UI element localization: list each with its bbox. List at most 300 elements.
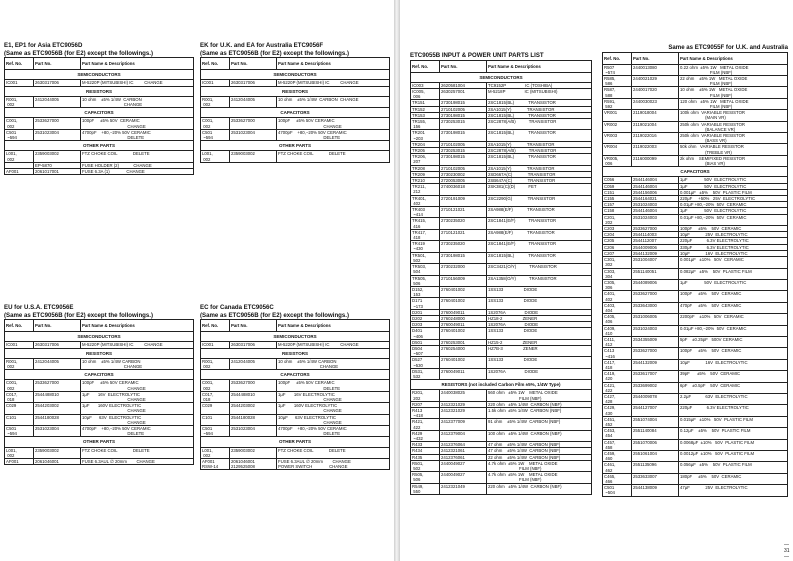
part-no: 2630257001 [440, 89, 487, 100]
table-row [411, 328, 592, 339]
table-row [411, 89, 592, 100]
table-row [603, 279, 788, 290]
header-row [201, 58, 390, 70]
table-row [603, 473, 788, 484]
ref-no: C017, 018 [5, 391, 34, 402]
table-row [201, 129, 390, 140]
ref-no: TR419 ~430 [411, 241, 440, 252]
part-no: 2412321029 [440, 401, 487, 407]
ref-no: C101 [201, 414, 230, 425]
description: 2SA1015(Y) TRANSISTOR [487, 106, 592, 112]
table-row [201, 380, 390, 391]
ref-no: C151 [603, 189, 632, 195]
ref-no: C465, 466 [603, 473, 632, 484]
block-subtitle: (Same as ETC9056B (for E2) except the followings.) [200, 311, 349, 319]
ref-no: C501 ~594 [201, 426, 230, 437]
description: M-5220P (MITSUBISHI) IC CHANGE [277, 80, 390, 86]
table-row [411, 430, 592, 441]
table-row [603, 268, 788, 279]
part-no: 2544138009 [632, 485, 679, 496]
ref-no: C204 [603, 232, 632, 238]
ref-no: R507 ~574 [603, 64, 632, 75]
description: 0.001μF ±5% 50V PLASTIC FILM [679, 189, 788, 195]
part-no: 2440013080 [632, 64, 679, 75]
table-row [603, 257, 788, 268]
part-no: 2544009078 [632, 393, 679, 404]
description: 220μF 6.3V ELECTROLYTIC [679, 238, 788, 244]
part-no: 2630317006 [34, 80, 81, 86]
ref-no: TR501, 502 [411, 252, 440, 263]
table-row [603, 393, 788, 404]
part-no: 2533627000 [230, 380, 277, 391]
description: 2SC3421(O/Y) TRANSISTOR [487, 264, 592, 275]
part-no: 2412044005 [34, 96, 81, 107]
ref-no: TR210 [411, 178, 440, 184]
header-row [201, 320, 390, 332]
ref-no: C101 [5, 414, 34, 425]
table-row [5, 118, 194, 129]
part-no: 2440021029 [632, 76, 679, 87]
ref-no: R421, 422 [411, 419, 440, 430]
table-row [5, 447, 194, 458]
ref-no: TR201 ~203 [411, 130, 440, 141]
part-no: 2533617007 [632, 371, 679, 382]
col-header-ref: Ref. No. [411, 60, 440, 72]
ref-no: C417, 418 [603, 359, 632, 370]
description: HZ15-2 ZENER [487, 339, 592, 345]
table-row [603, 451, 788, 462]
table-row [5, 414, 194, 425]
table-row [411, 241, 592, 252]
ref-no: C059 [603, 183, 632, 189]
description: 560 ohm ±5% 1W METAL OXIDE FILM (NBF) [487, 390, 592, 401]
description: 2SA1358(O/Y) TRANSISTOR [487, 275, 592, 286]
description: 2SA1015(Y) TRANSISTOR [487, 141, 592, 147]
block-title: EC for Canada ETC9056C [200, 304, 274, 311]
ref-no: IC001 [5, 342, 34, 348]
description: 100k ohm VARIABLE RESISTOR (MAIN VR) [679, 110, 788, 121]
table-row [5, 391, 194, 402]
part-no: EP-5870 [34, 162, 81, 168]
description: M-5220P (MITSUBISHI) IC CHANGE [81, 80, 194, 86]
part-no: 2730198015 [440, 154, 487, 165]
ref-no: VR001 [603, 110, 632, 121]
part-no: 2551061004 [632, 451, 679, 462]
description: 4.7k ohm ±5% 1W METAL OXIDE FILM (NBF) [487, 472, 592, 483]
part-no: 2544132009 [632, 359, 679, 370]
table-row [5, 151, 194, 162]
description: FTZ CHOKE COIL DELETE [277, 151, 390, 162]
block-subtitle: (Same as ETC9056B (for E2) except the followings.) [200, 49, 349, 57]
description: 250k ohm VARIABLE RESISTOR (BALANCE VR) [679, 121, 788, 132]
part-no: 2531024003 [632, 214, 679, 225]
description: 180pF ±5% 50V CERAMIC [679, 473, 788, 484]
part-no: 2720053005 [440, 178, 487, 184]
ref-no: TR206, 207 [411, 154, 440, 165]
ref-no: AF001 [5, 169, 34, 175]
parts-table [4, 319, 194, 465]
description: 2SC2878(A/B) TRANSISTOR [487, 119, 592, 130]
part-no: 2534355009 [632, 336, 679, 347]
description: 0.082μF ±5% 50V PLASTIC FILM [679, 268, 788, 279]
ref-no: VR005, 006 [603, 155, 632, 166]
part-no: 2630317006 [230, 80, 277, 86]
description: 100pF ±5% 50V CERAMIC DELETE [277, 380, 390, 391]
part-no: 2720191009 [440, 195, 487, 206]
table-row [603, 144, 788, 155]
part-no: 2730253015 [440, 119, 487, 130]
description: 1SS133 DIODE [487, 286, 592, 297]
description: M-5220P (MITSUBISHI) IC CHANGE [81, 342, 194, 348]
description: FTZ CHOKE COIL DELETE [81, 447, 194, 458]
ref-no: C421, 422 [603, 382, 632, 393]
description: 120 ohm ±5% 1W METAL OXIDE FILM (NBF) [679, 98, 788, 109]
part-no: 2730235020 [440, 241, 487, 252]
table-row [603, 121, 788, 132]
part-no: 2551070006 [632, 439, 679, 450]
part-no: 2531023004 [230, 426, 277, 437]
part-no: 2119022016 [632, 133, 679, 144]
section-row [5, 348, 194, 358]
table-row [5, 380, 194, 391]
part-no: 2544127007 [632, 405, 679, 416]
description: 1S2076A DIODE [487, 309, 592, 315]
description: 2.2μF 63V ELECTROLYTIC [679, 393, 788, 404]
table-row [603, 428, 788, 439]
table-row [603, 416, 788, 427]
table-row [603, 64, 788, 75]
ref-no: C001, 002 [201, 380, 230, 391]
ref-no: C056 [603, 177, 632, 183]
parts-table [200, 319, 390, 470]
part-no: 2533627000 [230, 118, 277, 129]
ref-no: VR004 [603, 144, 632, 155]
part-no: 2061017001 [34, 169, 81, 175]
block-title: E1, EP1 for Asia ETC9056D [4, 42, 83, 49]
ref-no: R429 ~432 [411, 430, 440, 441]
ref-no: R001, 002 [5, 96, 34, 107]
section-row [201, 437, 390, 447]
part-no: 2412376064 [440, 442, 487, 448]
table-row [411, 368, 592, 379]
description: 1S2076A DIODE [487, 368, 592, 379]
description: 1.5k ohm ±5% 1/4W CARBON (NBF) [487, 407, 592, 418]
ref-no: R201, 202 [411, 390, 440, 401]
table-row [603, 348, 788, 359]
description: 1SS133 DIODE [487, 328, 592, 339]
header-row [5, 58, 194, 70]
table-row [411, 130, 592, 141]
description: 2SC1841(E/F) TRANSISTOR [487, 218, 592, 229]
ref-no: D401 ~406 [411, 328, 440, 339]
part-no: 2630317006 [230, 342, 277, 348]
part-no: 2440030023 [632, 98, 679, 109]
ref-no: TR208 [411, 165, 440, 171]
section-heading: SEMICONDUCTORS [201, 70, 390, 80]
ref-no: C201, 202 [603, 214, 632, 225]
table-row [603, 214, 788, 225]
table-row [5, 403, 194, 414]
ref-no: C001, 002 [5, 118, 34, 129]
part-no: 2440049027 [440, 472, 487, 483]
ref-no: VR002 [603, 121, 632, 132]
part-no: 2760049011 [440, 368, 487, 379]
ref-no: C205 [603, 238, 632, 244]
ref-no: TR204 [411, 141, 440, 147]
ref-no: C413 ~416 [603, 348, 632, 359]
description: 4700pF +80,−20% 50V CERAMIC DELETE [81, 426, 194, 437]
section-heading: CAPACITORS [5, 370, 194, 380]
description: 220 ohm ±5% 1/4W CARBON (NBF) [487, 401, 592, 407]
ref-no: R591, 592 [603, 98, 632, 109]
ref-no: D202 [411, 315, 440, 321]
part-no: 2531023004 [230, 129, 277, 140]
header-row [411, 60, 592, 72]
table-row [5, 426, 194, 437]
section-row [411, 72, 592, 82]
part-no: 2730235020 [440, 218, 487, 229]
part-no: 2544180028 [230, 414, 277, 425]
part-no: 2119021004 [632, 121, 679, 132]
ref-no: TR403 ~414 [411, 207, 440, 218]
ref-no: C029 [201, 403, 230, 414]
description: 100pF ±5% 50V CERAMIC [679, 291, 788, 302]
ref-no: TR205 [411, 148, 440, 154]
description: FUSE 6.3AUL ∅ 20mm CHANGE [81, 459, 194, 465]
description: 4700pF +80,−20% 50V CERAMIC DELETE [277, 129, 390, 140]
page-number: — 31 — [784, 542, 790, 560]
parts-table [602, 52, 788, 497]
table-row [411, 357, 592, 368]
ref-no: C405, 406 [603, 314, 632, 325]
table-row [411, 195, 592, 206]
ref-no: C203 [603, 226, 632, 232]
section-row [5, 86, 194, 96]
description: 1S2076A DIODE [487, 322, 592, 328]
description: 1μF 160V ELECTROLYTIC CHANGE [81, 403, 194, 414]
part-no: 2533643000 [632, 302, 679, 313]
table-row [5, 358, 194, 369]
table-row [603, 485, 788, 496]
part-no: 2533627000 [632, 291, 679, 302]
part-no: 2760401002 [440, 328, 487, 339]
ref-no: L001, 002 [5, 447, 34, 458]
section-row [5, 437, 194, 447]
ref-no: TR155, 156 [411, 119, 440, 130]
part-no: 2730232000 [440, 264, 487, 275]
table-row [5, 459, 194, 465]
section-row [201, 108, 390, 118]
description: 100pF ±5% 50V CERAMIC CHANGE [81, 380, 194, 391]
description: 1μF 50V ELECTROLYTIC [679, 279, 788, 290]
description: 2SC1815(BL) TRANSISTOR [487, 252, 592, 263]
ref-no: R549, 550 [411, 483, 440, 494]
ref-no: R587, 588 [603, 87, 632, 98]
part-no: 2710121021 [440, 207, 487, 218]
part-no: 2359003002 [34, 151, 81, 162]
part-no: 2730253015 [440, 148, 487, 154]
ref-no: C501 ~594 [201, 129, 230, 140]
description: 10 ohm ±5% 1/4W CARBON CHANGE [277, 358, 390, 369]
ref-no: TR401, 402 [411, 195, 440, 206]
section-heading: SEMICONDUCTORS [5, 70, 194, 80]
description: 2SK381(C)(D) FET [487, 184, 592, 195]
part-no: 2740036018 [440, 184, 487, 195]
table-row [201, 391, 390, 402]
part-no: 2359003002 [230, 151, 277, 162]
col-header-description: Part Name & Descriptions [487, 60, 592, 72]
description: 5pF ±0.25pF 500V CERAMIC [679, 336, 788, 347]
table-row [603, 76, 788, 87]
ref-no: C301, 302 [603, 257, 632, 268]
part-no: 2412377009 [440, 419, 487, 430]
part-no: 2533627000 [34, 118, 81, 129]
part-no: 2533627000 [632, 226, 679, 232]
description: 2SC2290(G) TRANSISTOR [487, 195, 592, 206]
ref-no: C501 ~594 [5, 426, 34, 437]
ref-no: VR003 [603, 133, 632, 144]
col-header-description: Part Name & Descriptions [81, 320, 194, 332]
table-row [603, 155, 788, 166]
ref-no: IC001 [5, 80, 34, 86]
part-no: 2544146004 [632, 208, 679, 214]
ref-no: L001, 002 [5, 151, 34, 162]
description: 6pF ±0.5pF 50V CERAMIC [679, 382, 788, 393]
ref-no: C155 [603, 196, 632, 202]
part-no: 2730198015 [440, 130, 487, 141]
ref-no: R433 [411, 442, 440, 448]
section-heading: RESISTORS (not included Carbon Film ±5%, 1/4W Type) [411, 380, 592, 390]
section-heading: SEMICONDUCTORS [5, 332, 194, 342]
description: HZ7B-3 ZENER [487, 345, 592, 356]
part-no: 2359003002 [230, 447, 277, 458]
ref-no: L001, 002 [201, 151, 230, 162]
ref-no: C501 ~594 [5, 129, 34, 140]
description: 220μF 6.3V ELECTROLYTIC [679, 405, 788, 416]
description: 2SA988(E/F) TRANSISTOR [487, 207, 592, 218]
description: 2SD667A(C) TRANSISTOR [487, 171, 592, 177]
ref-no: TR152 [411, 106, 440, 112]
part-no: 2412379004 [440, 430, 487, 441]
part-no: 2760253001 [440, 339, 487, 345]
ref-no: D203 [411, 322, 440, 328]
description: 0.01μF +80,−20% 50V CERAMIC [679, 202, 788, 208]
description: FUSE HOLDER (2) CHANGE [81, 162, 194, 168]
table-row [201, 459, 390, 470]
description: 250k ohm VARIABLE RESISTOR (BASS VR) [679, 133, 788, 144]
table-row [411, 460, 592, 471]
section-row [201, 86, 390, 96]
ref-no: TR153 [411, 112, 440, 118]
table-row [603, 336, 788, 347]
part-no: 2412321061 [440, 448, 487, 454]
table-row [603, 462, 788, 473]
table-row [603, 314, 788, 325]
table-row [411, 275, 592, 286]
ref-no: D171 ~173 [411, 298, 440, 309]
part-no: 2531023004 [34, 426, 81, 437]
section-row [603, 167, 788, 177]
part-no: 2533627000 [632, 348, 679, 359]
part-no: 2544114003 [632, 232, 679, 238]
description: 47μF 25V ELECTROLYTIC [679, 485, 788, 496]
table-row [5, 129, 194, 140]
part-no: 2760049011 [440, 309, 487, 315]
ref-no: D531, 532 [411, 368, 440, 379]
block-title: EU for U.S.A. ETC9056E [4, 304, 74, 311]
header-row [603, 52, 788, 64]
part-no: 2544132009 [632, 250, 679, 256]
table-row [411, 472, 592, 483]
part-no: 2544164021 [632, 196, 679, 202]
part-no: 2533633007 [632, 473, 679, 484]
description: 47 ohm ±5% 1/4W CARBON (NBF) [487, 448, 592, 454]
description: M-5218P IC (MITSUBISHI) [487, 89, 592, 100]
description: 2SC2878(A/B) TRANSISTOR [487, 148, 592, 154]
section-row [5, 108, 194, 118]
description: 0.22 ohm ±5% 1W METAL OXIDE FILM (NBF) [679, 64, 788, 75]
section-row [5, 70, 194, 80]
part-no: 2710102005 [440, 106, 487, 112]
description: 0.0012μF ±10% 50V PLASTIC FILM [679, 451, 788, 462]
part-no: 2760248000 [440, 315, 487, 321]
description: 4700pF +80,−20% 50V CERAMIC DELETE [277, 426, 390, 437]
part-no: 2116000099 [632, 155, 679, 166]
section-heading: CAPACITORS [201, 370, 390, 380]
part-no: 2730198015 [440, 252, 487, 263]
table-row [201, 414, 390, 425]
part-no: 2760401002 [440, 298, 487, 309]
section-row [5, 332, 194, 342]
description: 470pF ±5% 50V CERAMIC [679, 302, 788, 313]
ref-no: R001, 002 [5, 358, 34, 369]
section-heading: CAPACITORS [603, 167, 788, 177]
ref-no: C001, 002 [5, 380, 34, 391]
table-row [411, 419, 592, 430]
description: FTZ CHOKE COIL DELETE [277, 447, 390, 458]
description: 10μF 25V ELECTROLYTIC [679, 232, 788, 238]
ref-no: C411, 412 [603, 336, 632, 347]
col-header-part-no: Part No. [34, 58, 81, 70]
part-no: 2061046001 [34, 459, 81, 465]
ref-no: TR211, 212 [411, 184, 440, 195]
description: 4.7k ohm ±5% 1W METAL OXIDE FILM (NBF) [487, 460, 592, 471]
description: 100pF ±5% 50V CERAMIC [679, 348, 788, 359]
ref-no: IC001 [201, 80, 230, 86]
description: 2k ohm SEMIFIXED RESISTOR (BIAS VR) [679, 155, 788, 166]
description: FTZ CHOKE COIL DELETE [81, 151, 194, 162]
description: 0.015μF ±10% 50V PLASTIC FILM [679, 416, 788, 427]
part-no: 2710102005 [440, 165, 487, 171]
part-no: 2531024003 [632, 202, 679, 208]
description: 100 ohm ±5% 1/4W CARBON (NBF) [487, 430, 592, 441]
ref-no: TR415, 416 [411, 218, 440, 229]
part-no: 2710102005 [440, 141, 487, 147]
ref-no: C403, 404 [603, 302, 632, 313]
table-row [603, 359, 788, 370]
description: 220 ohm ±5% 1/4W CARBON (NBF) [487, 483, 592, 494]
description: 10μF 16V ELECTROLYTIC [679, 359, 788, 370]
part-no: 2544488010 [34, 391, 81, 402]
part-no: 2061046001 2129525008 [230, 459, 277, 470]
ref-no: TR417, 418 [411, 229, 440, 240]
ref-no: D152, 153 [411, 286, 440, 297]
col-header-ref: Ref. No. [5, 320, 34, 332]
table-row [201, 447, 390, 458]
part-no: 2760401002 [440, 357, 487, 368]
ref-no: D201 [411, 309, 440, 315]
description: 0.01μF +80,−20% 50V CERAMIC [679, 214, 788, 225]
